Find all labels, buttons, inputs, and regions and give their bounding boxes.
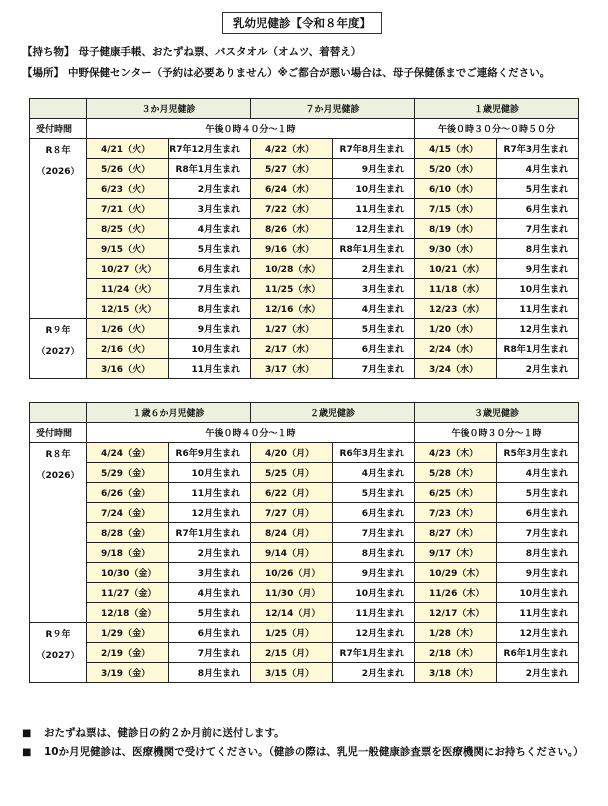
reception-time: 午後０時４０分～１時 xyxy=(87,423,415,443)
birth-month: R7年8月生まれ xyxy=(333,139,415,159)
place-text: 中野保健センター（予約は必要ありません）※ご都合が悪い場合は、母子保健係までご連絡ください。 xyxy=(68,67,551,79)
exam-date: 12/14（月） xyxy=(251,603,333,623)
square-bullet-icon: ■ xyxy=(22,728,32,739)
table-row xyxy=(30,339,579,359)
table-row xyxy=(30,643,579,663)
exam-date: 1/26（火） xyxy=(87,319,169,339)
exam-date: 7/21（火） xyxy=(87,199,169,219)
table-row xyxy=(30,463,579,483)
birth-month: R5年3月生まれ xyxy=(497,443,579,463)
birth-month: 9月生まれ xyxy=(333,563,415,583)
year-sub: （2027） xyxy=(36,651,80,661)
year-cell xyxy=(30,623,87,683)
birth-month: 4月生まれ xyxy=(497,463,579,483)
exam-date: 4/15（水） xyxy=(415,139,497,159)
birth-month: 6月生まれ xyxy=(497,503,579,523)
exam-date: 3/19（金） xyxy=(87,663,169,683)
year-label: R９年 xyxy=(45,630,71,640)
exam-date: 1/29（金） xyxy=(87,623,169,643)
exam-date: 7/27（月） xyxy=(251,503,333,523)
table-row xyxy=(30,179,579,199)
exam-date: 10/27（火） xyxy=(87,259,169,279)
exam-date: 2/19（金） xyxy=(87,643,169,663)
birth-month: 7月生まれ xyxy=(497,523,579,543)
exam-date: 6/24（水） xyxy=(251,179,333,199)
birth-month: 7月生まれ xyxy=(333,359,415,379)
birth-month: 7月生まれ xyxy=(169,643,251,663)
reception-time: 午後０時４０分～１時 xyxy=(87,119,415,139)
column-header: １歳児健診 xyxy=(415,99,579,119)
column-header: ３歳児健診 xyxy=(415,403,579,423)
exam-date: 8/26（水） xyxy=(251,219,333,239)
exam-date: 10/21（水） xyxy=(415,259,497,279)
note-item xyxy=(22,743,588,762)
birth-month: 2月生まれ xyxy=(169,179,251,199)
table-row xyxy=(30,259,579,279)
birth-month: R7年12月生まれ xyxy=(169,139,251,159)
exam-date: 12/23（水） xyxy=(415,299,497,319)
exam-date: 10/26（月） xyxy=(251,563,333,583)
exam-date: 8/27（木） xyxy=(415,523,497,543)
exam-date: 12/16（水） xyxy=(251,299,333,319)
birth-month: R6年3月生まれ xyxy=(333,443,415,463)
year-sub: （2026） xyxy=(36,167,80,177)
exam-date: 4/20（月） xyxy=(251,443,333,463)
birth-month: 7月生まれ xyxy=(169,279,251,299)
exam-date: 5/27（水） xyxy=(251,159,333,179)
birth-month: 9月生まれ xyxy=(497,563,579,583)
birth-month: 11月生まれ xyxy=(333,603,415,623)
exam-date: 7/23（木） xyxy=(415,503,497,523)
exam-date: 10/28（水） xyxy=(251,259,333,279)
birth-month: 11月生まれ xyxy=(333,199,415,219)
birth-month: 6月生まれ xyxy=(333,339,415,359)
exam-date: 10/30（金） xyxy=(87,563,169,583)
table-header-row xyxy=(30,99,579,119)
birth-month: 7月生まれ xyxy=(497,219,579,239)
table-header-row xyxy=(30,403,579,423)
note-item xyxy=(22,724,588,743)
exam-date: 5/26（火） xyxy=(87,159,169,179)
exam-date: 7/22（水） xyxy=(251,199,333,219)
exam-date: 12/15（火） xyxy=(87,299,169,319)
column-header: ７か月児健診 xyxy=(251,99,415,119)
birth-month: 9月生まれ xyxy=(333,159,415,179)
column-header: １歳６か月児健診 xyxy=(87,403,251,423)
exam-date: 11/26（木） xyxy=(415,583,497,603)
table-row xyxy=(30,483,579,503)
birth-month: 8月生まれ xyxy=(169,663,251,683)
birth-month: R7年1月生まれ xyxy=(333,643,415,663)
exam-date: 9/17（木） xyxy=(415,543,497,563)
reception-time: 午後０時３０分～１時 xyxy=(415,423,579,443)
exam-date: 1/20（水） xyxy=(415,319,497,339)
exam-date: 4/21（火） xyxy=(87,139,169,159)
table-row xyxy=(30,623,579,643)
exam-date: 2/24（水） xyxy=(415,339,497,359)
exam-date: 9/30（水） xyxy=(415,239,497,259)
exam-date: 7/24（金） xyxy=(87,503,169,523)
birth-month: 10月生まれ xyxy=(169,463,251,483)
exam-date: 11/24（火） xyxy=(87,279,169,299)
table-row xyxy=(30,583,579,603)
birth-month: 8月生まれ xyxy=(333,543,415,563)
birth-month: 12月生まれ xyxy=(169,503,251,523)
exam-date: 6/25（木） xyxy=(415,483,497,503)
year-sub: （2026） xyxy=(36,471,80,481)
year-cell xyxy=(30,139,87,319)
exam-date: 9/15（火） xyxy=(87,239,169,259)
birth-month: R7年1月生まれ xyxy=(169,523,251,543)
birth-month: 10月生まれ xyxy=(497,279,579,299)
exam-date: 4/24（金） xyxy=(87,443,169,463)
exam-date: 5/28（木） xyxy=(415,463,497,483)
birth-month: 9月生まれ xyxy=(497,259,579,279)
birth-month: 12月生まれ xyxy=(333,219,415,239)
exam-date: 2/15（月） xyxy=(251,643,333,663)
birth-month: 5月生まれ xyxy=(169,603,251,623)
birth-month: 2月生まれ xyxy=(497,359,579,379)
birth-month: R6年1月生まれ xyxy=(497,643,579,663)
exam-date: 11/27（金） xyxy=(87,583,169,603)
exam-date: 9/16（水） xyxy=(251,239,333,259)
exam-date: 5/20（水） xyxy=(415,159,497,179)
birth-month: 4月生まれ xyxy=(333,463,415,483)
birth-month: 2月生まれ xyxy=(169,543,251,563)
exam-date: 8/19（水） xyxy=(415,219,497,239)
birth-month: 5月生まれ xyxy=(169,239,251,259)
birth-month: 10月生まれ xyxy=(169,339,251,359)
table-row xyxy=(30,603,579,623)
square-bullet-icon: ■ xyxy=(22,747,32,758)
table-row xyxy=(30,239,579,259)
exam-date: 5/29（金） xyxy=(87,463,169,483)
exam-date: 2/16（火） xyxy=(87,339,169,359)
column-header: ３か月児健診 xyxy=(87,99,251,119)
birth-month: 4月生まれ xyxy=(169,583,251,603)
items-text: 母子健康手帳、おたずね票、バスタオル（オムツ、着替え） xyxy=(78,46,362,58)
birth-month: 11月生まれ xyxy=(169,483,251,503)
page-title: 乳幼児健診【令和８年度】 xyxy=(222,12,382,34)
birth-month: 12月生まれ xyxy=(497,319,579,339)
birth-month: 10月生まれ xyxy=(333,179,415,199)
birth-month: 8月生まれ xyxy=(497,239,579,259)
birth-month: 10月生まれ xyxy=(497,583,579,603)
place-line xyxy=(22,65,550,80)
notes xyxy=(22,724,588,762)
table-row xyxy=(30,359,579,379)
birth-month: 8月生まれ xyxy=(497,543,579,563)
exam-date: 11/25（水） xyxy=(251,279,333,299)
exam-date: 9/18（金） xyxy=(87,543,169,563)
birth-month: 3月生まれ xyxy=(169,199,251,219)
birth-month: 6月生まれ xyxy=(169,259,251,279)
reception-time: 午後０時３０分～０時５０分 xyxy=(415,119,579,139)
table-row xyxy=(30,199,579,219)
exam-date: 2/17（水） xyxy=(251,339,333,359)
exam-date: 7/15（水） xyxy=(415,199,497,219)
exam-date: 6/26（金） xyxy=(87,483,169,503)
birth-month: 11月生まれ xyxy=(169,359,251,379)
birth-month: 12月生まれ xyxy=(497,623,579,643)
exam-date: 4/22（水） xyxy=(251,139,333,159)
birth-month: 4月生まれ xyxy=(333,299,415,319)
exam-date: 3/17（水） xyxy=(251,359,333,379)
table-row xyxy=(30,139,579,159)
table-row xyxy=(30,563,579,583)
items-tag: 【持ち物】 xyxy=(22,46,75,58)
birth-month: 8月生まれ xyxy=(169,299,251,319)
birth-month: 6月生まれ xyxy=(497,199,579,219)
exam-date: 12/17（木） xyxy=(415,603,497,623)
exam-date: 2/18（木） xyxy=(415,643,497,663)
exam-date: 3/15（月） xyxy=(251,663,333,683)
birth-month: 2月生まれ xyxy=(497,663,579,683)
exam-date: 8/28（金） xyxy=(87,523,169,543)
exam-date: 3/16（火） xyxy=(87,359,169,379)
exam-date: 10/29（木） xyxy=(415,563,497,583)
reception-label: 受付時間 xyxy=(30,423,87,443)
year-label: R８年 xyxy=(45,450,71,460)
birth-month: 12月生まれ xyxy=(333,623,415,643)
year-cell xyxy=(30,443,87,623)
exam-date: 12/18（金） xyxy=(87,603,169,623)
birth-month: 10月生まれ xyxy=(333,583,415,603)
column-header: ２歳児健診 xyxy=(251,403,415,423)
table-row xyxy=(30,319,579,339)
exam-date: 4/23（木） xyxy=(415,443,497,463)
exam-date: 9/14（月） xyxy=(251,543,333,563)
year-label: R８年 xyxy=(45,146,71,156)
exam-date: 6/10（水） xyxy=(415,179,497,199)
exam-date: 11/18（水） xyxy=(415,279,497,299)
birth-month: 3月生まれ xyxy=(169,563,251,583)
birth-month: 6月生まれ xyxy=(169,623,251,643)
table-row xyxy=(30,159,579,179)
table-row xyxy=(30,299,579,319)
birth-month: 5月生まれ xyxy=(333,483,415,503)
table-row xyxy=(30,503,579,523)
birth-month: 7月生まれ xyxy=(333,523,415,543)
table-row xyxy=(30,543,579,563)
schedule-table-top xyxy=(29,98,579,379)
exam-date: 3/24（水） xyxy=(415,359,497,379)
table-row xyxy=(30,663,579,683)
corner-cell xyxy=(30,403,87,423)
exam-date: 8/24（月） xyxy=(251,523,333,543)
birth-month: 3月生まれ xyxy=(333,279,415,299)
exam-date: 11/30（月） xyxy=(251,583,333,603)
exam-date: 3/18（木） xyxy=(415,663,497,683)
birth-month: R8年1月生まれ xyxy=(497,339,579,359)
reception-row xyxy=(30,119,579,139)
birth-month: 11月生まれ xyxy=(497,603,579,623)
birth-month: 2月生まれ xyxy=(333,663,415,683)
exam-date: 8/25（火） xyxy=(87,219,169,239)
birth-month: 11月生まれ xyxy=(497,299,579,319)
items-line xyxy=(22,44,361,59)
corner-cell xyxy=(30,99,87,119)
year-cell xyxy=(30,319,87,379)
birth-month: R7年3月生まれ xyxy=(497,139,579,159)
table-row xyxy=(30,443,579,463)
place-tag: 【場所】 xyxy=(22,67,64,79)
birth-month: R8年1月生まれ xyxy=(169,159,251,179)
birth-month: 2月生まれ xyxy=(333,259,415,279)
exam-date: 1/27（水） xyxy=(251,319,333,339)
year-sub: （2027） xyxy=(36,347,80,357)
year-label: R９年 xyxy=(45,326,71,336)
birth-month: 6月生まれ xyxy=(333,503,415,523)
reception-row xyxy=(30,423,579,443)
birth-month: 5月生まれ xyxy=(333,319,415,339)
birth-month: 4月生まれ xyxy=(497,159,579,179)
birth-month: 4月生まれ xyxy=(169,219,251,239)
exam-date: 1/28（木） xyxy=(415,623,497,643)
schedule-table-bottom xyxy=(29,402,579,683)
table-row xyxy=(30,279,579,299)
exam-date: 6/22（月） xyxy=(251,483,333,503)
table-row xyxy=(30,219,579,239)
note-text: おたずね票は、健診日の約２か月前に送付します。 xyxy=(44,727,285,739)
birth-month: 5月生まれ xyxy=(497,179,579,199)
birth-month: R6年9月生まれ xyxy=(169,443,251,463)
birth-month: 9月生まれ xyxy=(169,319,251,339)
birth-month: 5月生まれ xyxy=(497,483,579,503)
note-text: 10か月児健診は、医療機関で受けてください。（健診の際は、乳児一般健康診査票を医療機関にお持ちください。） xyxy=(44,746,584,758)
exam-date: 5/25（月） xyxy=(251,463,333,483)
birth-month: R8年1月生まれ xyxy=(333,239,415,259)
exam-date: 6/23（火） xyxy=(87,179,169,199)
table-row xyxy=(30,523,579,543)
exam-date: 1/25（月） xyxy=(251,623,333,643)
reception-label: 受付時間 xyxy=(30,119,87,139)
